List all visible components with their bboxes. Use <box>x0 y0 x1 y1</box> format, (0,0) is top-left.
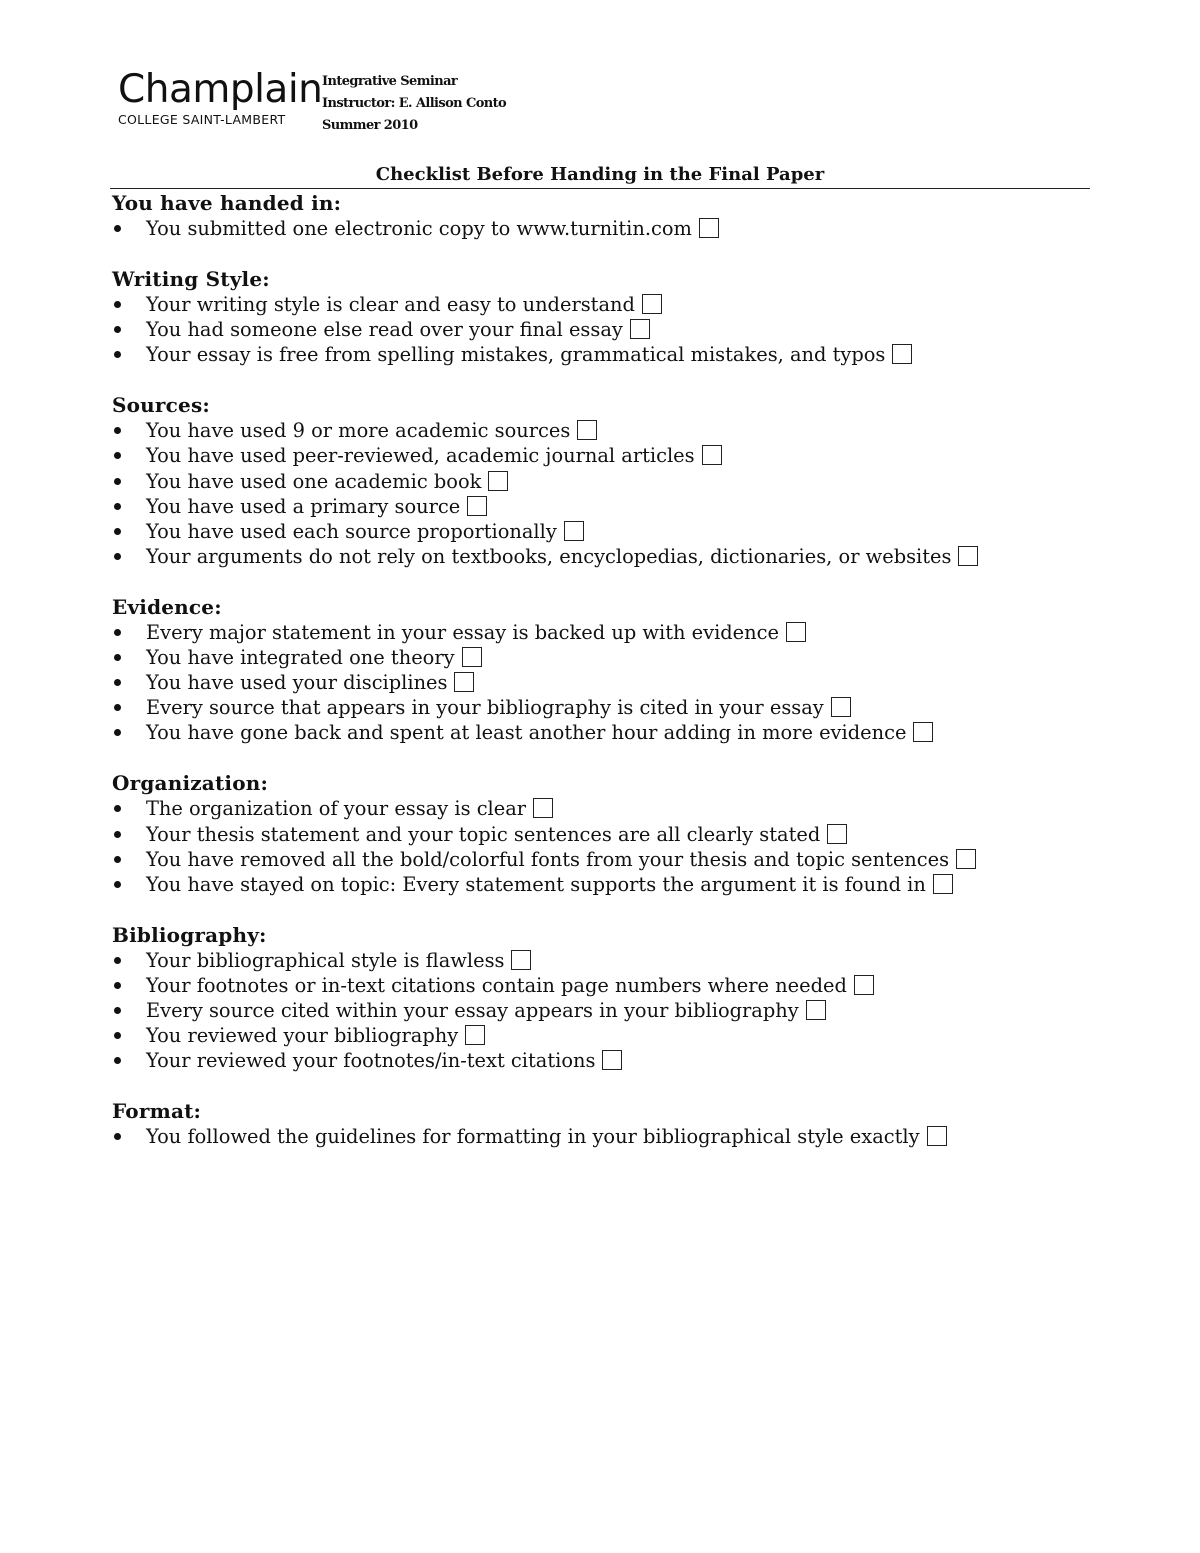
checklist-item-text: Every major statement in your essay is backed up with evidence <box>146 620 779 644</box>
checklist-section <box>112 190 1102 241</box>
document-title: Checklist Before Handing in the Final Paper <box>375 164 825 185</box>
checklist-item-text: You had someone else read over your final essay <box>146 318 623 342</box>
checkbox-icon[interactable] <box>786 622 806 642</box>
checkbox-icon[interactable] <box>806 1000 826 1020</box>
checkbox-icon[interactable] <box>602 1050 622 1070</box>
checklist-item <box>112 620 1102 645</box>
bullet-icon <box>114 805 121 812</box>
bullet-icon <box>114 478 121 485</box>
bullet-icon <box>114 729 121 736</box>
checkbox-icon[interactable] <box>913 722 933 742</box>
bullet-icon <box>114 957 121 964</box>
bullet-icon <box>114 881 121 888</box>
checklist-section <box>112 770 1102 896</box>
bullet-icon <box>114 629 121 636</box>
checkbox-icon[interactable] <box>488 471 508 491</box>
checklist-item <box>112 519 1102 544</box>
section-heading: Writing Style: <box>112 267 270 292</box>
checklist-item-text: Your writing style is clear and easy to understand <box>146 293 635 317</box>
checklist-item-text: You have used one academic book <box>146 469 482 493</box>
checklist-item-text: You have used each source proportionally <box>146 519 557 543</box>
checklist-item <box>112 998 1102 1023</box>
logo-subtitle: COLLEGE SAINT-LAMBERT <box>118 112 286 127</box>
bullet-icon <box>114 553 121 560</box>
checklist-item <box>112 494 1102 519</box>
section-heading: Sources: <box>112 393 211 418</box>
checklist-item <box>112 342 1102 367</box>
checklist-item-text: Your footnotes or in-text citations contain page numbers where needed <box>146 973 847 997</box>
checkbox-icon[interactable] <box>642 294 662 314</box>
checkbox-icon[interactable] <box>702 445 722 465</box>
checklist-sections <box>112 190 1102 1149</box>
bullet-icon <box>114 679 121 686</box>
bullet-icon <box>114 427 121 434</box>
bullet-icon <box>114 1133 121 1140</box>
checklist-item <box>112 216 1102 241</box>
checklist-items <box>112 796 1102 896</box>
bullet-icon <box>114 1007 121 1014</box>
checklist-items <box>112 216 1102 241</box>
title-underline <box>110 188 1090 189</box>
checklist-section <box>112 1098 1102 1149</box>
bullet-icon <box>114 982 121 989</box>
checklist-items <box>112 948 1102 1073</box>
bullet-icon <box>114 528 121 535</box>
checklist-item <box>112 847 1102 872</box>
checklist-item-text: Every source that appears in your bibliography is cited in your essay <box>146 696 824 720</box>
bullet-icon <box>114 831 121 838</box>
checkbox-icon[interactable] <box>511 950 531 970</box>
checkbox-icon[interactable] <box>467 496 487 516</box>
bullet-icon <box>114 301 121 308</box>
checkbox-icon[interactable] <box>465 1025 485 1045</box>
checklist-item <box>112 469 1102 494</box>
checklist-item-text: You have used your disciplines <box>146 671 448 695</box>
checklist-item <box>112 645 1102 670</box>
checklist-item <box>112 544 1102 569</box>
checkbox-icon[interactable] <box>933 874 953 894</box>
checklist-item <box>112 1048 1102 1073</box>
bullet-icon <box>114 1057 121 1064</box>
course-name: Integrative Seminar <box>322 74 458 89</box>
checkbox-icon[interactable] <box>827 824 847 844</box>
checkbox-icon[interactable] <box>699 218 719 238</box>
checkbox-icon[interactable] <box>956 849 976 869</box>
checklist-item-text: Your arguments do not rely on textbooks, encyclopedias, dictionaries, or websites <box>146 544 952 568</box>
checkbox-icon[interactable] <box>533 798 553 818</box>
instructor-name: Instructor: E. Allison Conto <box>322 96 507 111</box>
checklist-section <box>112 594 1102 745</box>
checklist-item <box>112 292 1102 317</box>
checkbox-icon[interactable] <box>927 1126 947 1146</box>
bullet-icon <box>114 1032 121 1039</box>
checkbox-icon[interactable] <box>854 975 874 995</box>
checkbox-icon[interactable] <box>831 697 851 717</box>
checklist-item-text: You have stayed on topic: Every statement supports the argument it is found in <box>146 872 926 896</box>
bullet-icon <box>114 503 121 510</box>
bullet-icon <box>114 351 121 358</box>
checklist-item-text: Your reviewed your footnotes/in-text citations <box>146 1049 596 1073</box>
checklist-item <box>112 948 1102 973</box>
section-heading: Organization: <box>112 771 269 796</box>
checklist-item <box>112 1023 1102 1048</box>
checklist-items <box>112 418 1102 569</box>
logo-wordmark: Champlain <box>118 67 323 112</box>
checklist-items <box>112 292 1102 367</box>
checkbox-icon[interactable] <box>462 647 482 667</box>
checkbox-icon[interactable] <box>564 521 584 541</box>
checklist-item <box>112 317 1102 342</box>
checklist-item-text: You have gone back and spent at least another hour adding in more evidence <box>146 721 907 745</box>
checklist-item <box>112 720 1102 745</box>
section-heading: Bibliography: <box>112 922 267 947</box>
checklist-item-text: You followed the guidelines for formatting in your bibliographical style exactly <box>146 1125 920 1149</box>
checkbox-icon[interactable] <box>958 546 978 566</box>
checklist-item-text: Your bibliographical style is flawless <box>146 948 505 972</box>
checkbox-icon[interactable] <box>630 319 650 339</box>
checklist-item-text: Your thesis statement and your topic sentences are all clearly stated <box>146 822 821 846</box>
checklist-item <box>112 670 1102 695</box>
checklist-item-text: Every source cited within your essay appears in your bibliography <box>146 998 799 1022</box>
college-logo <box>118 67 323 127</box>
checklist-section <box>112 922 1102 1073</box>
checklist-item <box>112 695 1102 720</box>
bullet-icon <box>114 452 121 459</box>
checklist-section <box>112 266 1102 367</box>
checklist-item <box>112 872 1102 897</box>
checklist-item <box>112 1124 1102 1149</box>
checklist-section <box>112 392 1102 569</box>
section-heading: You have handed in: <box>112 191 342 215</box>
checklist-item-text: You have removed all the bold/colorful fonts from your thesis and topic sentences <box>146 847 950 871</box>
checklist-item <box>112 796 1102 821</box>
checklist-item-text: You have used 9 or more academic sources <box>146 419 571 443</box>
checklist-item-text: You have integrated one theory <box>146 646 455 670</box>
checklist-item-text: You submitted one electronic copy to www.turnitin.com <box>146 217 692 240</box>
checklist-item <box>112 973 1102 998</box>
checklist-item <box>112 822 1102 847</box>
checklist-items <box>112 620 1102 745</box>
checklist-item-text: You have used peer-reviewed, academic journal articles <box>146 444 695 468</box>
checklist-item <box>112 443 1102 468</box>
checkbox-icon[interactable] <box>892 344 912 364</box>
checklist-item-text: Your essay is free from spelling mistakes, grammatical mistakes, and typos <box>146 343 886 367</box>
checklist-item-text: You have used a primary source <box>146 494 461 518</box>
checklist-items <box>112 1124 1102 1149</box>
bullet-icon <box>114 225 121 232</box>
checklist-item-text: You reviewed your bibliography <box>146 1024 459 1048</box>
checkbox-icon[interactable] <box>454 672 474 692</box>
checklist-item-text: The organization of your essay is clear <box>146 797 527 821</box>
checklist-item <box>112 418 1102 443</box>
bullet-icon <box>114 856 121 863</box>
bullet-icon <box>114 654 121 661</box>
bullet-icon <box>114 704 121 711</box>
bullet-icon <box>114 326 121 333</box>
section-heading: Format: <box>112 1099 202 1124</box>
course-term: Summer 2010 <box>322 118 418 133</box>
checkbox-icon[interactable] <box>577 420 597 440</box>
section-heading: Evidence: <box>112 594 222 619</box>
course-info <box>322 71 506 137</box>
